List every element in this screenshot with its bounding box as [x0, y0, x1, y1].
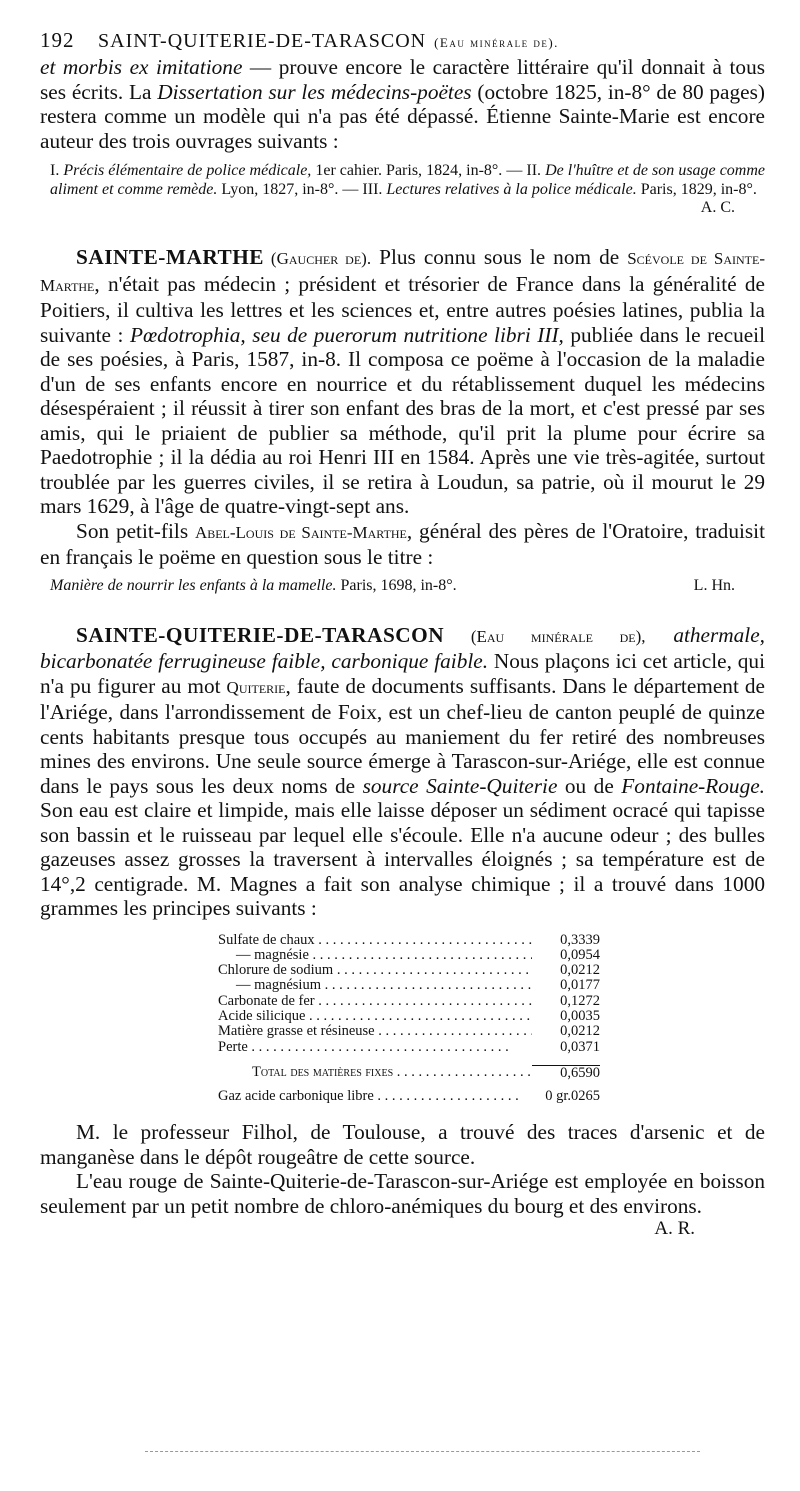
- work-title: Manière de nourrir les enfants à la mamelle.: [50, 576, 337, 594]
- gas-value: 0 gr.0265: [518, 1089, 600, 1104]
- text: Lyon, 1827, in-8°. — III.: [217, 181, 387, 198]
- text: , général des pères de l'Oratoire, traduisit en français le poëme en question sous le titre :: [40, 518, 766, 569]
- running-subtitle: (Eau minérale de).: [434, 35, 559, 50]
- text: Son petit-fils: [76, 518, 195, 543]
- table-row: [218, 994, 600, 1009]
- row-label: Perte . . .: [218, 1040, 532, 1055]
- row-value: 0,0212: [532, 963, 600, 978]
- text: Son eau est claire et limpide, mais elle laisse déposer un sédiment ocracé qui tapisse son bassin et le ruisseau par lequel elle s'écoule. Elle n'a aucune odeur ; des bulles gazeuses assez grosses la traversent à intervalles éloignés ; sa température est de 14°,2 centigrade. M. Magnes a fait son analyse chimique ; il a trouvé dans 1000 grammes les principes suivants :: [40, 798, 765, 920]
- table-row: [218, 978, 600, 993]
- person-name: Scévole de Sainte-Marthe: [40, 249, 765, 295]
- source-name: source Sainte-Quiterie: [362, 773, 558, 798]
- entry-title-paren: (Eau minérale de),: [444, 626, 646, 646]
- analysis-table: [218, 933, 600, 1105]
- row-value: 0,0035: [532, 1009, 600, 1024]
- entry-sainte-quiterie: [40, 623, 765, 1241]
- table-row: [218, 1009, 600, 1024]
- page-number: 192: [40, 28, 75, 52]
- row-value: 0,0371: [532, 1040, 600, 1055]
- row-label: Chlorure de sodium . . .: [218, 963, 532, 978]
- bottom-rule: [145, 1451, 700, 1452]
- row-label: — magnésie . . .: [218, 948, 532, 963]
- row-label: Acide silicique . . .: [218, 1009, 532, 1024]
- work-title: Pœdotrophia, seu de puerorum nutritione libri III,: [129, 322, 564, 347]
- entry-title: SAINTE-QUITERIE-DE-TARASCON: [76, 622, 445, 647]
- text: ou de: [557, 773, 622, 798]
- row-value: 0,1272: [532, 994, 600, 1009]
- italic-lead: et morbis ex imitatione: [40, 55, 243, 79]
- gas-label: Gaz acide carbonique libre . . .: [218, 1089, 518, 1104]
- work-title: De l'huître et de son usage comme aliment et comme remède.: [50, 162, 766, 198]
- table-row: [218, 933, 600, 948]
- row-value: 0,0212: [532, 1024, 600, 1039]
- classification: athermale, bicarbonatée ferrugineuse faible, carbonique faible.: [40, 622, 765, 673]
- dissertation-title: Dissertation sur les médecins-poëtes: [157, 79, 472, 104]
- table-row: [218, 1024, 600, 1039]
- row-value: 0,0954: [532, 948, 600, 963]
- entry-title: SAINTE-MARTHE: [76, 245, 264, 269]
- text: Nous plaçons ici cet article, qui n'a pu figurer au mot: [40, 649, 765, 698]
- closing-paragraph-2: L'eau rouge de Sainte-Quiterie-de-Tarascon-sur-Ariége est employée en boisson seulement par un petit nombre de chloro-anémiques du bourg et des environs.: [40, 1169, 765, 1218]
- running-title: SAINT-QUITERIE-DE-TARASCON: [98, 30, 427, 52]
- row-label: Carbonate de fer . . .: [218, 994, 532, 1009]
- text: — prouve encore le caractère littéraire qu'il donnait à tous ses écrits. La: [40, 55, 766, 104]
- total-label: Total des matières fixes . . .: [218, 1065, 532, 1081]
- bibliography-marthe: [40, 576, 765, 595]
- row-label: Sulfate de chaux . . .: [218, 933, 532, 948]
- table-gas-row: [218, 1089, 600, 1104]
- row-value: 0,3339: [532, 933, 600, 948]
- work-title: Précis élémentaire de police médicale,: [63, 162, 312, 179]
- table-row: [218, 963, 600, 978]
- source-name: Fontaine-Rouge.: [621, 773, 765, 798]
- author-signature: A. C.: [700, 199, 735, 216]
- text: (octobre 1825, in-8° de 80 pages) restera comme un modèle qui n'a pas été dépassé. Étienne Sainte-Marie est encore auteur des trois ouvrages suivants :: [40, 79, 765, 153]
- bibliography-sainte-marie: [40, 161, 765, 217]
- text: Paris, 1698, in-8°.: [336, 576, 457, 594]
- closing-paragraph-1: M. le professeur Filhol, de Toulouse, a trouvé des traces d'arsenic et de manganèse dans le dépôt rougeâtre de cette source.: [40, 1120, 765, 1169]
- text: I.: [50, 162, 64, 179]
- work-title: Lectures relatives à la police médicale.: [386, 181, 637, 198]
- table-row: [218, 948, 600, 963]
- table-total-row: [218, 1065, 600, 1081]
- page-body: [40, 28, 765, 1240]
- total-value: 0,6590: [532, 1065, 600, 1081]
- text: 1er cahier. Paris, 1824, in-8°. — II.: [311, 162, 546, 179]
- paragraph-continuation: [40, 55, 765, 153]
- running-header: [40, 28, 765, 53]
- author-signature: A. R.: [654, 1218, 695, 1240]
- text: , faute de documents suffisants. Dans le département de l'Ariége, dans l'arrondissement de Foix, est un chef-lieu de canton peuplé de quinze cents habitants presque tous occupés au maniement du fer retiré des nombreuses mines des environs. Une seule source émerge à Tarascon-sur-Ariége, elle est connue dans le pays sous les deux noms de: [40, 673, 765, 798]
- text: publiée dans le recueil de ses poésies, à Paris, 1587, in-8. Il composa ce poëme à l'occasion de la maladie d'un de ses enfants encore en nourrice et du rétablissement duquel les médecins désespéraient ; il réussit à tirer son enfant des bras de la mort, et c'est pressé par ses amis, qui le priaient de publier sa méthode, qu'il prit la plume pour écrire sa Paedotrophie ; il la dédia au roi Henri III en 1584. Après une vie très-agitée, surtout troublée par les guerres civiles, il se retira à Loudun, sa patrie, où il mourut le 29 mars 1629, à l'âge de quatre-vingt-sept ans.: [40, 322, 766, 518]
- row-label: — magnésium . . .: [218, 978, 532, 993]
- row-label: Matière grasse et résineuse . . .: [218, 1024, 532, 1039]
- entry-title-paren: (Gaucher de).: [263, 249, 372, 268]
- text: Paris, 1829, in-8°.: [636, 181, 757, 198]
- row-value: 0,0177: [532, 978, 600, 993]
- table-row: [218, 1040, 600, 1055]
- text: Plus connu sous le nom de: [371, 245, 628, 269]
- author-signature: L. Hn.: [693, 576, 735, 594]
- text: , n'était pas médecin ; président et trésorier de France dans la généralité de Poitiers, il cultiva les lettres et les sciences et, entre autres poésies latines, publia la suivante :: [40, 271, 765, 347]
- entry-sainte-marthe: [40, 245, 765, 595]
- person-name: Abel-Louis de Sainte-Marthe: [194, 522, 407, 542]
- cross-reference: Quiterie: [226, 677, 286, 697]
